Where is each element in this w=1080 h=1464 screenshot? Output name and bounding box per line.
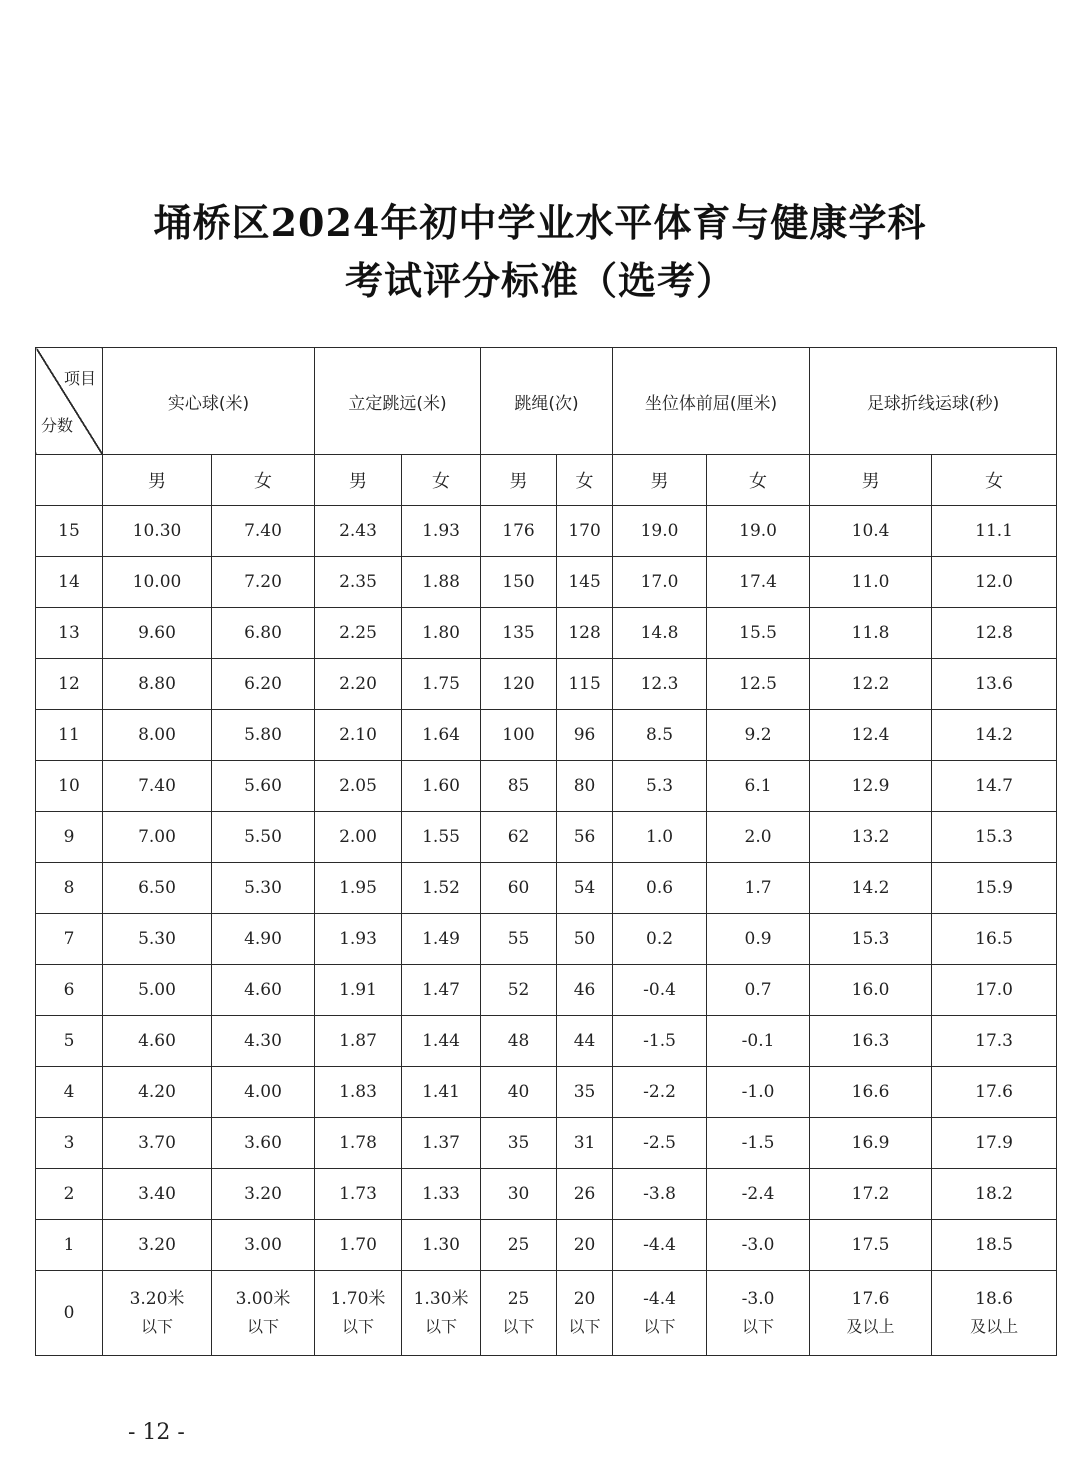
value-cell: 8.5 — [613, 710, 707, 761]
value-cell: 17.0 — [932, 965, 1057, 1016]
value-cell: 3.00 — [212, 1220, 315, 1271]
value-cell: 135 — [481, 608, 557, 659]
gender-header-cell: 男 — [315, 455, 402, 506]
value-cell: 12.8 — [932, 608, 1057, 659]
value-cell: 13.2 — [810, 812, 932, 863]
value-cell: 1.87 — [315, 1016, 402, 1067]
table-row — [36, 1067, 1057, 1118]
value-cell: 3.70 — [103, 1118, 212, 1169]
value-cell: -3.0 — [707, 1220, 810, 1271]
value-cell: 48 — [481, 1016, 557, 1067]
score-cell: 6 — [36, 965, 103, 1016]
value-cell: 1.91 — [315, 965, 402, 1016]
threshold-value: 1.30米 — [413, 1289, 469, 1309]
value-cell: 12.9 — [810, 761, 932, 812]
table-row — [36, 812, 1057, 863]
table-row — [36, 761, 1057, 812]
threshold-cell — [557, 1271, 613, 1356]
threshold-qualifier: 以下 — [425, 1317, 458, 1336]
value-cell: 8.00 — [103, 710, 212, 761]
value-cell: 2.43 — [315, 506, 402, 557]
value-cell: 9.60 — [103, 608, 212, 659]
value-cell: 16.5 — [932, 914, 1057, 965]
value-cell: 1.60 — [402, 761, 481, 812]
scoring-table — [35, 347, 1057, 1356]
value-cell: 2.25 — [315, 608, 402, 659]
value-cell: 17.3 — [932, 1016, 1057, 1067]
table-row-zero — [36, 1271, 1057, 1356]
value-cell: 176 — [481, 506, 557, 557]
value-cell: 2.10 — [315, 710, 402, 761]
table-row — [36, 710, 1057, 761]
score-cell: 15 — [36, 506, 103, 557]
value-cell: 17.0 — [613, 557, 707, 608]
value-cell: 1.83 — [315, 1067, 402, 1118]
value-cell: 7.00 — [103, 812, 212, 863]
value-cell: 35 — [481, 1118, 557, 1169]
value-cell: -4.4 — [613, 1220, 707, 1271]
value-cell: 2.20 — [315, 659, 402, 710]
value-cell: 85 — [481, 761, 557, 812]
table-row — [36, 557, 1057, 608]
value-cell: 7.40 — [103, 761, 212, 812]
value-cell: -1.5 — [613, 1016, 707, 1067]
event-header-jump-rope: 跳绳(次) — [481, 348, 613, 455]
value-cell: 5.80 — [212, 710, 315, 761]
event-header-standing-long-jump: 立定跳远(米) — [315, 348, 481, 455]
value-cell: 1.55 — [402, 812, 481, 863]
value-cell: 12.4 — [810, 710, 932, 761]
table-row — [36, 1220, 1057, 1271]
value-cell: 115 — [557, 659, 613, 710]
threshold-value: -3.0 — [741, 1289, 775, 1309]
threshold-cell — [810, 1271, 932, 1356]
value-cell: -0.4 — [613, 965, 707, 1016]
value-cell: 46 — [557, 965, 613, 1016]
value-cell: 4.30 — [212, 1016, 315, 1067]
value-cell: 12.0 — [932, 557, 1057, 608]
score-cell: 10 — [36, 761, 103, 812]
threshold-value: 25 — [507, 1289, 530, 1309]
value-cell: 3.20 — [212, 1169, 315, 1220]
value-cell: 14.8 — [613, 608, 707, 659]
value-cell: 96 — [557, 710, 613, 761]
threshold-cell — [613, 1271, 707, 1356]
gender-header-cell: 男 — [103, 455, 212, 506]
threshold-cell — [315, 1271, 402, 1356]
value-cell: 5.3 — [613, 761, 707, 812]
value-cell: 11.1 — [932, 506, 1057, 557]
value-cell: 15.9 — [932, 863, 1057, 914]
gender-header-cell: 女 — [707, 455, 810, 506]
value-cell: 4.00 — [212, 1067, 315, 1118]
value-cell: 26 — [557, 1169, 613, 1220]
threshold-qualifier: 以下 — [140, 1317, 173, 1336]
value-cell: 0.9 — [707, 914, 810, 965]
value-cell: 17.4 — [707, 557, 810, 608]
value-cell: 54 — [557, 863, 613, 914]
corner-header-cell — [36, 348, 103, 455]
value-cell: -0.1 — [707, 1016, 810, 1067]
value-cell: 1.30 — [402, 1220, 481, 1271]
score-cell: 11 — [36, 710, 103, 761]
score-cell: 0 — [36, 1271, 103, 1356]
value-cell: 16.9 — [810, 1118, 932, 1169]
threshold-value: 3.00米 — [235, 1289, 291, 1309]
value-cell: 1.80 — [402, 608, 481, 659]
value-cell: 11.8 — [810, 608, 932, 659]
threshold-cell — [402, 1271, 481, 1356]
value-cell: 30 — [481, 1169, 557, 1220]
score-cell: 5 — [36, 1016, 103, 1067]
value-cell: 5.30 — [212, 863, 315, 914]
value-cell: 4.20 — [103, 1067, 212, 1118]
score-cell: 13 — [36, 608, 103, 659]
threshold-value: 20 — [573, 1289, 596, 1309]
threshold-cell — [707, 1271, 810, 1356]
value-cell: 25 — [481, 1220, 557, 1271]
gender-header-cell: 女 — [402, 455, 481, 506]
table-header-row — [36, 348, 1057, 455]
value-cell: 8.80 — [103, 659, 212, 710]
threshold-qualifier: 以下 — [568, 1317, 601, 1336]
threshold-qualifier: 以下 — [742, 1317, 775, 1336]
threshold-cell — [481, 1271, 557, 1356]
value-cell: 35 — [557, 1067, 613, 1118]
score-cell: 8 — [36, 863, 103, 914]
score-cell: 14 — [36, 557, 103, 608]
value-cell: 7.40 — [212, 506, 315, 557]
value-cell: 10.00 — [103, 557, 212, 608]
value-cell: 6.50 — [103, 863, 212, 914]
threshold-qualifier: 以下 — [342, 1317, 375, 1336]
event-header-medicine-ball: 实心球(米) — [103, 348, 315, 455]
score-cell: 12 — [36, 659, 103, 710]
value-cell: 20 — [557, 1220, 613, 1271]
value-cell: -1.0 — [707, 1067, 810, 1118]
score-cell: 4 — [36, 1067, 103, 1118]
value-cell: 15.5 — [707, 608, 810, 659]
threshold-qualifier: 以下 — [247, 1317, 280, 1336]
value-cell: 1.78 — [315, 1118, 402, 1169]
value-cell: -1.5 — [707, 1118, 810, 1169]
score-cell: 7 — [36, 914, 103, 965]
gender-header-cell: 男 — [613, 455, 707, 506]
value-cell: 128 — [557, 608, 613, 659]
value-cell: 62 — [481, 812, 557, 863]
value-cell: 2.05 — [315, 761, 402, 812]
value-cell: 52 — [481, 965, 557, 1016]
event-header-football-dribble: 足球折线运球(秒) — [810, 348, 1057, 455]
value-cell: 9.2 — [707, 710, 810, 761]
value-cell: 44 — [557, 1016, 613, 1067]
value-cell: 55 — [481, 914, 557, 965]
table-row — [36, 1118, 1057, 1169]
value-cell: 2.35 — [315, 557, 402, 608]
value-cell: 3.40 — [103, 1169, 212, 1220]
corner-header-score-label: 分数 — [41, 416, 74, 435]
value-cell: 1.0 — [613, 812, 707, 863]
gender-header-cell: 女 — [932, 455, 1057, 506]
value-cell: 13.6 — [932, 659, 1057, 710]
value-cell: 12.2 — [810, 659, 932, 710]
value-cell: 12.3 — [613, 659, 707, 710]
value-cell: 1.88 — [402, 557, 481, 608]
gender-header-cell: 男 — [481, 455, 557, 506]
value-cell: 2.0 — [707, 812, 810, 863]
value-cell: 5.50 — [212, 812, 315, 863]
threshold-cell — [212, 1271, 315, 1356]
threshold-qualifier: 以下 — [643, 1317, 676, 1336]
page-title-line1: 埇桥区2024年初中学业水平体育与健康学科 — [153, 200, 927, 245]
value-cell: 12.5 — [707, 659, 810, 710]
value-cell: 18.5 — [932, 1220, 1057, 1271]
value-cell: 14.7 — [932, 761, 1057, 812]
value-cell: 17.2 — [810, 1169, 932, 1220]
value-cell: 3.20 — [103, 1220, 212, 1271]
value-cell: 60 — [481, 863, 557, 914]
value-cell: 17.6 — [932, 1067, 1057, 1118]
threshold-qualifier: 及以上 — [846, 1317, 895, 1336]
value-cell: 0.7 — [707, 965, 810, 1016]
value-cell: 14.2 — [810, 863, 932, 914]
value-cell: 19.0 — [613, 506, 707, 557]
value-cell: 0.2 — [613, 914, 707, 965]
threshold-qualifier: 以下 — [502, 1317, 535, 1336]
value-cell: 18.2 — [932, 1169, 1057, 1220]
value-cell: 16.0 — [810, 965, 932, 1016]
value-cell: 150 — [481, 557, 557, 608]
corner-header-event-label: 项目 — [63, 369, 96, 388]
gender-header-cell: 男 — [810, 455, 932, 506]
value-cell: 5.00 — [103, 965, 212, 1016]
threshold-value: 17.6 — [851, 1289, 890, 1309]
value-cell: 80 — [557, 761, 613, 812]
table-row — [36, 914, 1057, 965]
value-cell: 1.41 — [402, 1067, 481, 1118]
gender-header-cell: 女 — [212, 455, 315, 506]
value-cell: -2.4 — [707, 1169, 810, 1220]
value-cell: 16.6 — [810, 1067, 932, 1118]
value-cell: 6.20 — [212, 659, 315, 710]
value-cell: 1.49 — [402, 914, 481, 965]
value-cell: 6.80 — [212, 608, 315, 659]
page-title-line2: 考试评分标准（选考） — [344, 258, 735, 303]
threshold-value: -4.4 — [643, 1289, 676, 1309]
value-cell: 17.5 — [810, 1220, 932, 1271]
threshold-cell — [103, 1271, 212, 1356]
value-cell: 3.60 — [212, 1118, 315, 1169]
value-cell: 145 — [557, 557, 613, 608]
table-row — [36, 506, 1057, 557]
threshold-value: 18.6 — [975, 1289, 1013, 1309]
value-cell: 0.6 — [613, 863, 707, 914]
threshold-qualifier: 及以上 — [970, 1317, 1019, 1336]
value-cell: 11.0 — [810, 557, 932, 608]
value-cell: 14.2 — [932, 710, 1057, 761]
value-cell: 1.70 — [315, 1220, 402, 1271]
value-cell: 19.0 — [707, 506, 810, 557]
threshold-cell — [932, 1271, 1057, 1356]
event-header-sit-and-reach: 坐位体前屈(厘米) — [613, 348, 810, 455]
threshold-value: 3.20米 — [129, 1289, 185, 1309]
value-cell: 170 — [557, 506, 613, 557]
value-cell: 17.9 — [932, 1118, 1057, 1169]
table-row — [36, 965, 1057, 1016]
value-cell: 1.75 — [402, 659, 481, 710]
table-row — [36, 1169, 1057, 1220]
value-cell: 15.3 — [810, 914, 932, 965]
score-cell: 9 — [36, 812, 103, 863]
value-cell: 6.1 — [707, 761, 810, 812]
value-cell: 4.60 — [103, 1016, 212, 1067]
value-cell: 100 — [481, 710, 557, 761]
score-cell: 1 — [36, 1220, 103, 1271]
value-cell: 15.3 — [932, 812, 1057, 863]
value-cell: 120 — [481, 659, 557, 710]
value-cell: 4.90 — [212, 914, 315, 965]
value-cell: 50 — [557, 914, 613, 965]
gender-header-cell: 女 — [557, 455, 613, 506]
value-cell: 56 — [557, 812, 613, 863]
value-cell: 1.93 — [402, 506, 481, 557]
value-cell: -3.8 — [613, 1169, 707, 1220]
value-cell: 31 — [557, 1118, 613, 1169]
value-cell: 10.4 — [810, 506, 932, 557]
value-cell: 1.73 — [315, 1169, 402, 1220]
value-cell: 5.30 — [103, 914, 212, 965]
page-number: - 12 - — [128, 1420, 185, 1445]
value-cell: 1.37 — [402, 1118, 481, 1169]
value-cell: 7.20 — [212, 557, 315, 608]
value-cell: 4.60 — [212, 965, 315, 1016]
gender-header-row — [36, 455, 1057, 506]
value-cell: 1.64 — [402, 710, 481, 761]
value-cell: 10.30 — [103, 506, 212, 557]
table-row — [36, 659, 1057, 710]
score-cell: 3 — [36, 1118, 103, 1169]
value-cell: 1.33 — [402, 1169, 481, 1220]
value-cell: -2.2 — [613, 1067, 707, 1118]
threshold-value: 1.70米 — [330, 1289, 386, 1309]
score-cell: 2 — [36, 1169, 103, 1220]
value-cell: 1.95 — [315, 863, 402, 914]
table-row — [36, 863, 1057, 914]
value-cell: 2.00 — [315, 812, 402, 863]
table-row — [36, 608, 1057, 659]
value-cell: -2.5 — [613, 1118, 707, 1169]
value-cell: 1.93 — [315, 914, 402, 965]
value-cell: 16.3 — [810, 1016, 932, 1067]
value-cell: 1.44 — [402, 1016, 481, 1067]
value-cell: 1.47 — [402, 965, 481, 1016]
value-cell: 40 — [481, 1067, 557, 1118]
value-cell: 1.7 — [707, 863, 810, 914]
value-cell: 1.52 — [402, 863, 481, 914]
table-row — [36, 1016, 1057, 1067]
value-cell: 5.60 — [212, 761, 315, 812]
gender-header-empty-cell — [36, 455, 103, 506]
